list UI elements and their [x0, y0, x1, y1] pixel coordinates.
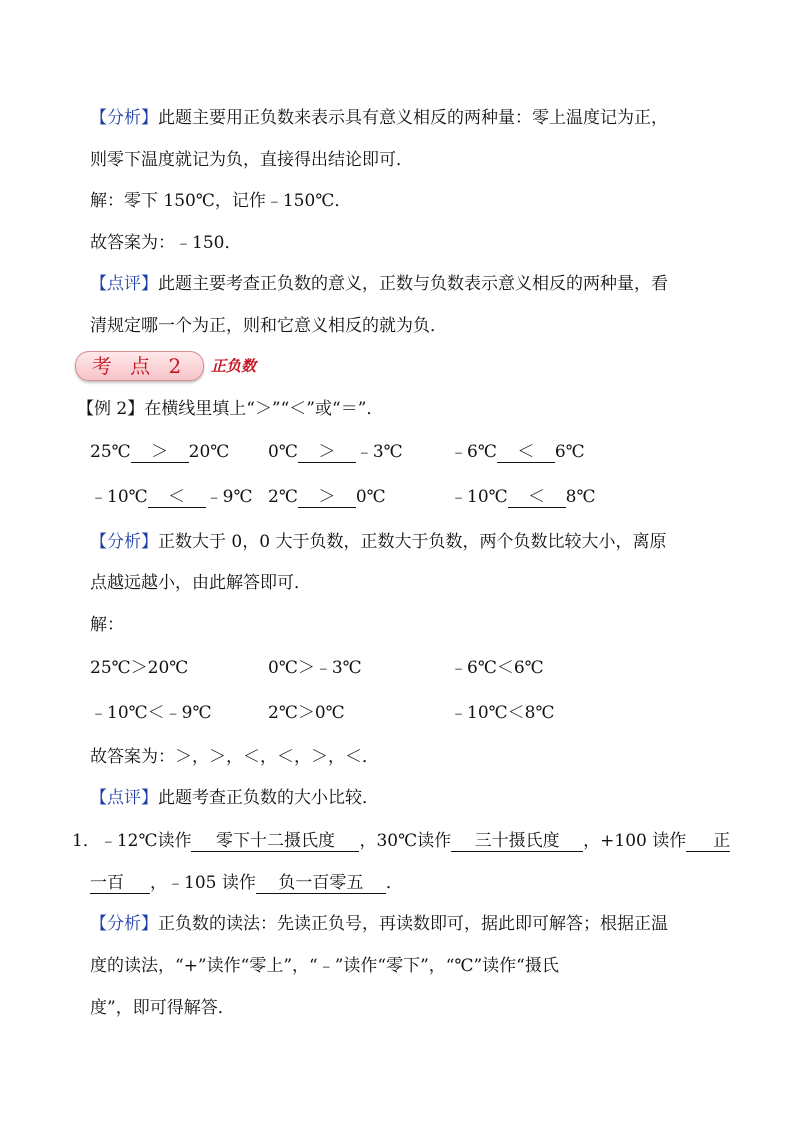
analysis-3-line-1	[90, 912, 668, 936]
question-1-line-1: 1．﹣12℃读作 零下十二摄氏度 ，30℃读作 三十摄氏度 ，+100 读作 正	[72, 831, 731, 851]
analysis-text: 正负数的读法：先读正负号，再读数即可，据此即可解答；根据正温	[158, 914, 668, 934]
compare-item: ﹣6℃ ＜ 6℃	[450, 442, 585, 462]
section-badge: 考 点 2	[75, 351, 204, 381]
answer-2: 故答案为：＞，＞，＜，＜，＞，＜．	[90, 747, 379, 767]
answer-blank: ＞	[131, 442, 189, 463]
section-title: 正负数	[211, 357, 257, 375]
analysis-2-line-2: 点越远越小，由此解答即可．	[90, 573, 311, 593]
analysis-3-line-2: 度的读法，“+”读作“零上”，“﹣”读作“零下”，“℃”读作“摄氏	[90, 956, 559, 976]
solution-item: ﹣6℃＜6℃	[450, 658, 544, 678]
comment-tag: 【点评】	[90, 274, 158, 294]
analysis-1-line-1	[90, 106, 668, 130]
answer-blank: 零下十二摄氏度	[191, 831, 359, 852]
example-2-prompt	[77, 397, 383, 421]
example-tag: 【例 2】	[77, 399, 145, 419]
solution-2-label: 解：	[90, 615, 124, 635]
analysis-3-line-3: 度”，即可得解答．	[90, 998, 235, 1018]
answer-1: 故答案为：﹣150．	[90, 233, 242, 253]
analysis-2-line-1	[90, 530, 666, 554]
question-1-line-2: 一百 ，﹣105 读作 负一百零五 ．	[90, 873, 403, 893]
comment-2	[90, 786, 379, 810]
comment-text: 此题主要考查正负数的意义，正数与负数表示意义相反的两种量，看	[158, 274, 668, 294]
question-number: 1．	[72, 831, 100, 851]
analysis-text: 此题主要用正负数来表示具有意义相反的两种量：零上温度记为正，	[158, 108, 668, 128]
comment-tag: 【点评】	[90, 788, 158, 808]
analysis-text: 正数大于 0，0 大于负数，正数大于负数，两个负数比较大小，离原	[158, 532, 667, 552]
solution-item: 0℃＞﹣3℃	[268, 658, 362, 678]
solution-item: ﹣10℃＜8℃	[450, 703, 555, 723]
answer-blank: ＞	[298, 442, 356, 463]
answer-blank: ＞	[298, 487, 356, 508]
comment-1-line-2: 清规定哪一个为正，则和它意义相反的就为负．	[90, 316, 447, 336]
compare-item: 2℃ ＞ 0℃	[268, 487, 386, 507]
answer-blank: ＜	[508, 487, 566, 508]
example-text: 在横线里填上“＞”“＜”或“＝”．	[144, 399, 384, 419]
analysis-tag: 【分析】	[90, 532, 158, 552]
analysis-tag: 【分析】	[90, 914, 158, 934]
comment-text: 此题考查正负数的大小比较．	[158, 788, 379, 808]
compare-item: 0℃ ＞ ﹣3℃	[268, 442, 403, 462]
compare-item: ﹣10℃ ＜ ﹣9℃	[90, 487, 253, 507]
answer-blank: 负一百零五	[256, 873, 386, 894]
answer-blank: 一百	[90, 873, 150, 894]
solution-item: 2℃＞0℃	[268, 703, 345, 723]
analysis-1-line-2: 则零下温度就记为负，直接得出结论即可．	[90, 150, 413, 170]
answer-blank: ＜	[148, 487, 206, 508]
comment-1-line-1	[90, 272, 668, 296]
compare-item: ﹣10℃ ＜ 8℃	[450, 487, 596, 507]
solution-item: 25℃＞20℃	[90, 658, 189, 678]
solution-1: 解：零下 150℃，记作﹣150℃．	[90, 191, 352, 211]
answer-blank: 正	[686, 831, 730, 852]
answer-blank: 三十摄氏度	[451, 831, 583, 852]
solution-item: ﹣10℃＜﹣9℃	[90, 703, 212, 723]
answer-blank: ＜	[497, 442, 555, 463]
compare-item: 25℃ ＞ 20℃	[90, 442, 230, 462]
analysis-tag: 【分析】	[90, 108, 158, 128]
